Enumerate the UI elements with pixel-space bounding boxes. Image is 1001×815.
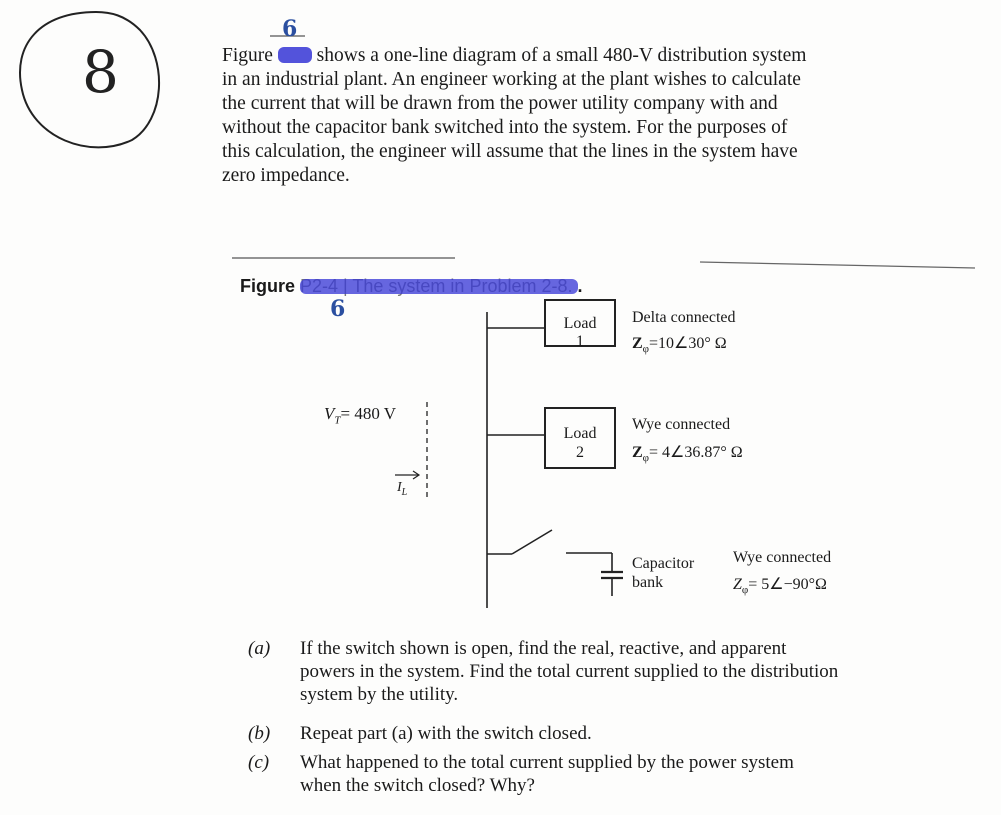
capacitor-line1: Capacitor: [632, 555, 695, 572]
source-voltage-label: [324, 404, 396, 426]
question-list: [248, 637, 988, 797]
capacitor-z-sub: φ: [741, 584, 749, 597]
load2-impedance: [632, 442, 743, 464]
intro-text-4: this calculation, the engineer will assume that the lines in the system have: [222, 141, 798, 162]
load2-z-value: = 4∠36.87° Ω: [649, 444, 743, 461]
load2-line2: 2: [576, 444, 584, 461]
handwritten-figure-number: 6: [282, 16, 298, 42]
question-a-line-1: powers in the system. Find the total current supplied to the distribution: [300, 661, 839, 682]
capacitor-impedance: [733, 574, 827, 596]
question-c-line-1: when the switch closed? Why?: [300, 775, 535, 796]
load1-line1: Load: [563, 315, 597, 332]
current-symbol: I: [397, 480, 402, 495]
question-c: [248, 751, 988, 799]
load2-connection: Wye connected: [632, 416, 731, 433]
question-a: [248, 637, 988, 707]
load1-line2: 1: [576, 333, 584, 350]
load1-z-value: =10∠30° Ω: [649, 335, 727, 352]
question-b-tag: (b): [248, 723, 271, 744]
handwritten-caption-number: 6: [330, 296, 346, 322]
load1-z: Z: [632, 335, 643, 352]
question-a-line-0: If the switch shown is open, find the real, reactive, and apparent: [300, 638, 787, 659]
load1-z-sub: φ: [642, 343, 650, 356]
question-c-tag: (c): [248, 752, 270, 773]
intro-text-0: shows a one-line diagram of a small 480-V distribution system: [316, 45, 807, 66]
caption-end: .: [577, 276, 583, 296]
capacitor-z: Z: [733, 576, 742, 593]
caption-prefix: Figure: [240, 276, 296, 296]
capacitor-connection: Wye connected: [733, 549, 832, 566]
current-label: [397, 480, 407, 498]
source-voltage-value: = 480 V: [340, 404, 397, 423]
figure-word: Figure: [222, 45, 273, 66]
intro-text-5: zero impedance.: [222, 165, 350, 186]
capacitor-line2: bank: [632, 574, 664, 591]
question-c-line-0: What happened to the total current supplied by the power system: [300, 752, 794, 773]
intro-text-1: in an industrial plant. An engineer working at the plant wishes to calculate: [222, 69, 801, 90]
source-voltage-sub: T: [334, 414, 341, 427]
problem-number: 8: [82, 38, 119, 106]
source-voltage-symbol: V: [324, 404, 335, 423]
capacitor-label: [632, 554, 694, 592]
load1-impedance: [632, 333, 727, 355]
load2-z-sub: φ: [642, 452, 650, 465]
question-a-tag: (a): [248, 638, 271, 659]
load2-label: [545, 424, 615, 462]
intro-text-2: the current that will be drawn from the power utility company with and: [222, 93, 778, 114]
question-b-line-0: Repeat part (a) with the switch closed.: [300, 723, 592, 744]
question-a-line-2: system by the utility.: [300, 684, 459, 705]
current-sub: L: [401, 486, 408, 498]
capacitor-z-value: = 5∠−90°Ω: [748, 576, 827, 593]
load2-z: Z: [632, 444, 643, 461]
load2-line1: Load: [563, 425, 597, 442]
load1-label: [545, 315, 615, 351]
intro-text-3: without the capacitor bank switched into the system. For the purposes of: [222, 117, 788, 138]
question-b: [248, 722, 988, 746]
switch-blade: [512, 530, 552, 554]
load1-connection: Delta connected: [632, 309, 736, 326]
